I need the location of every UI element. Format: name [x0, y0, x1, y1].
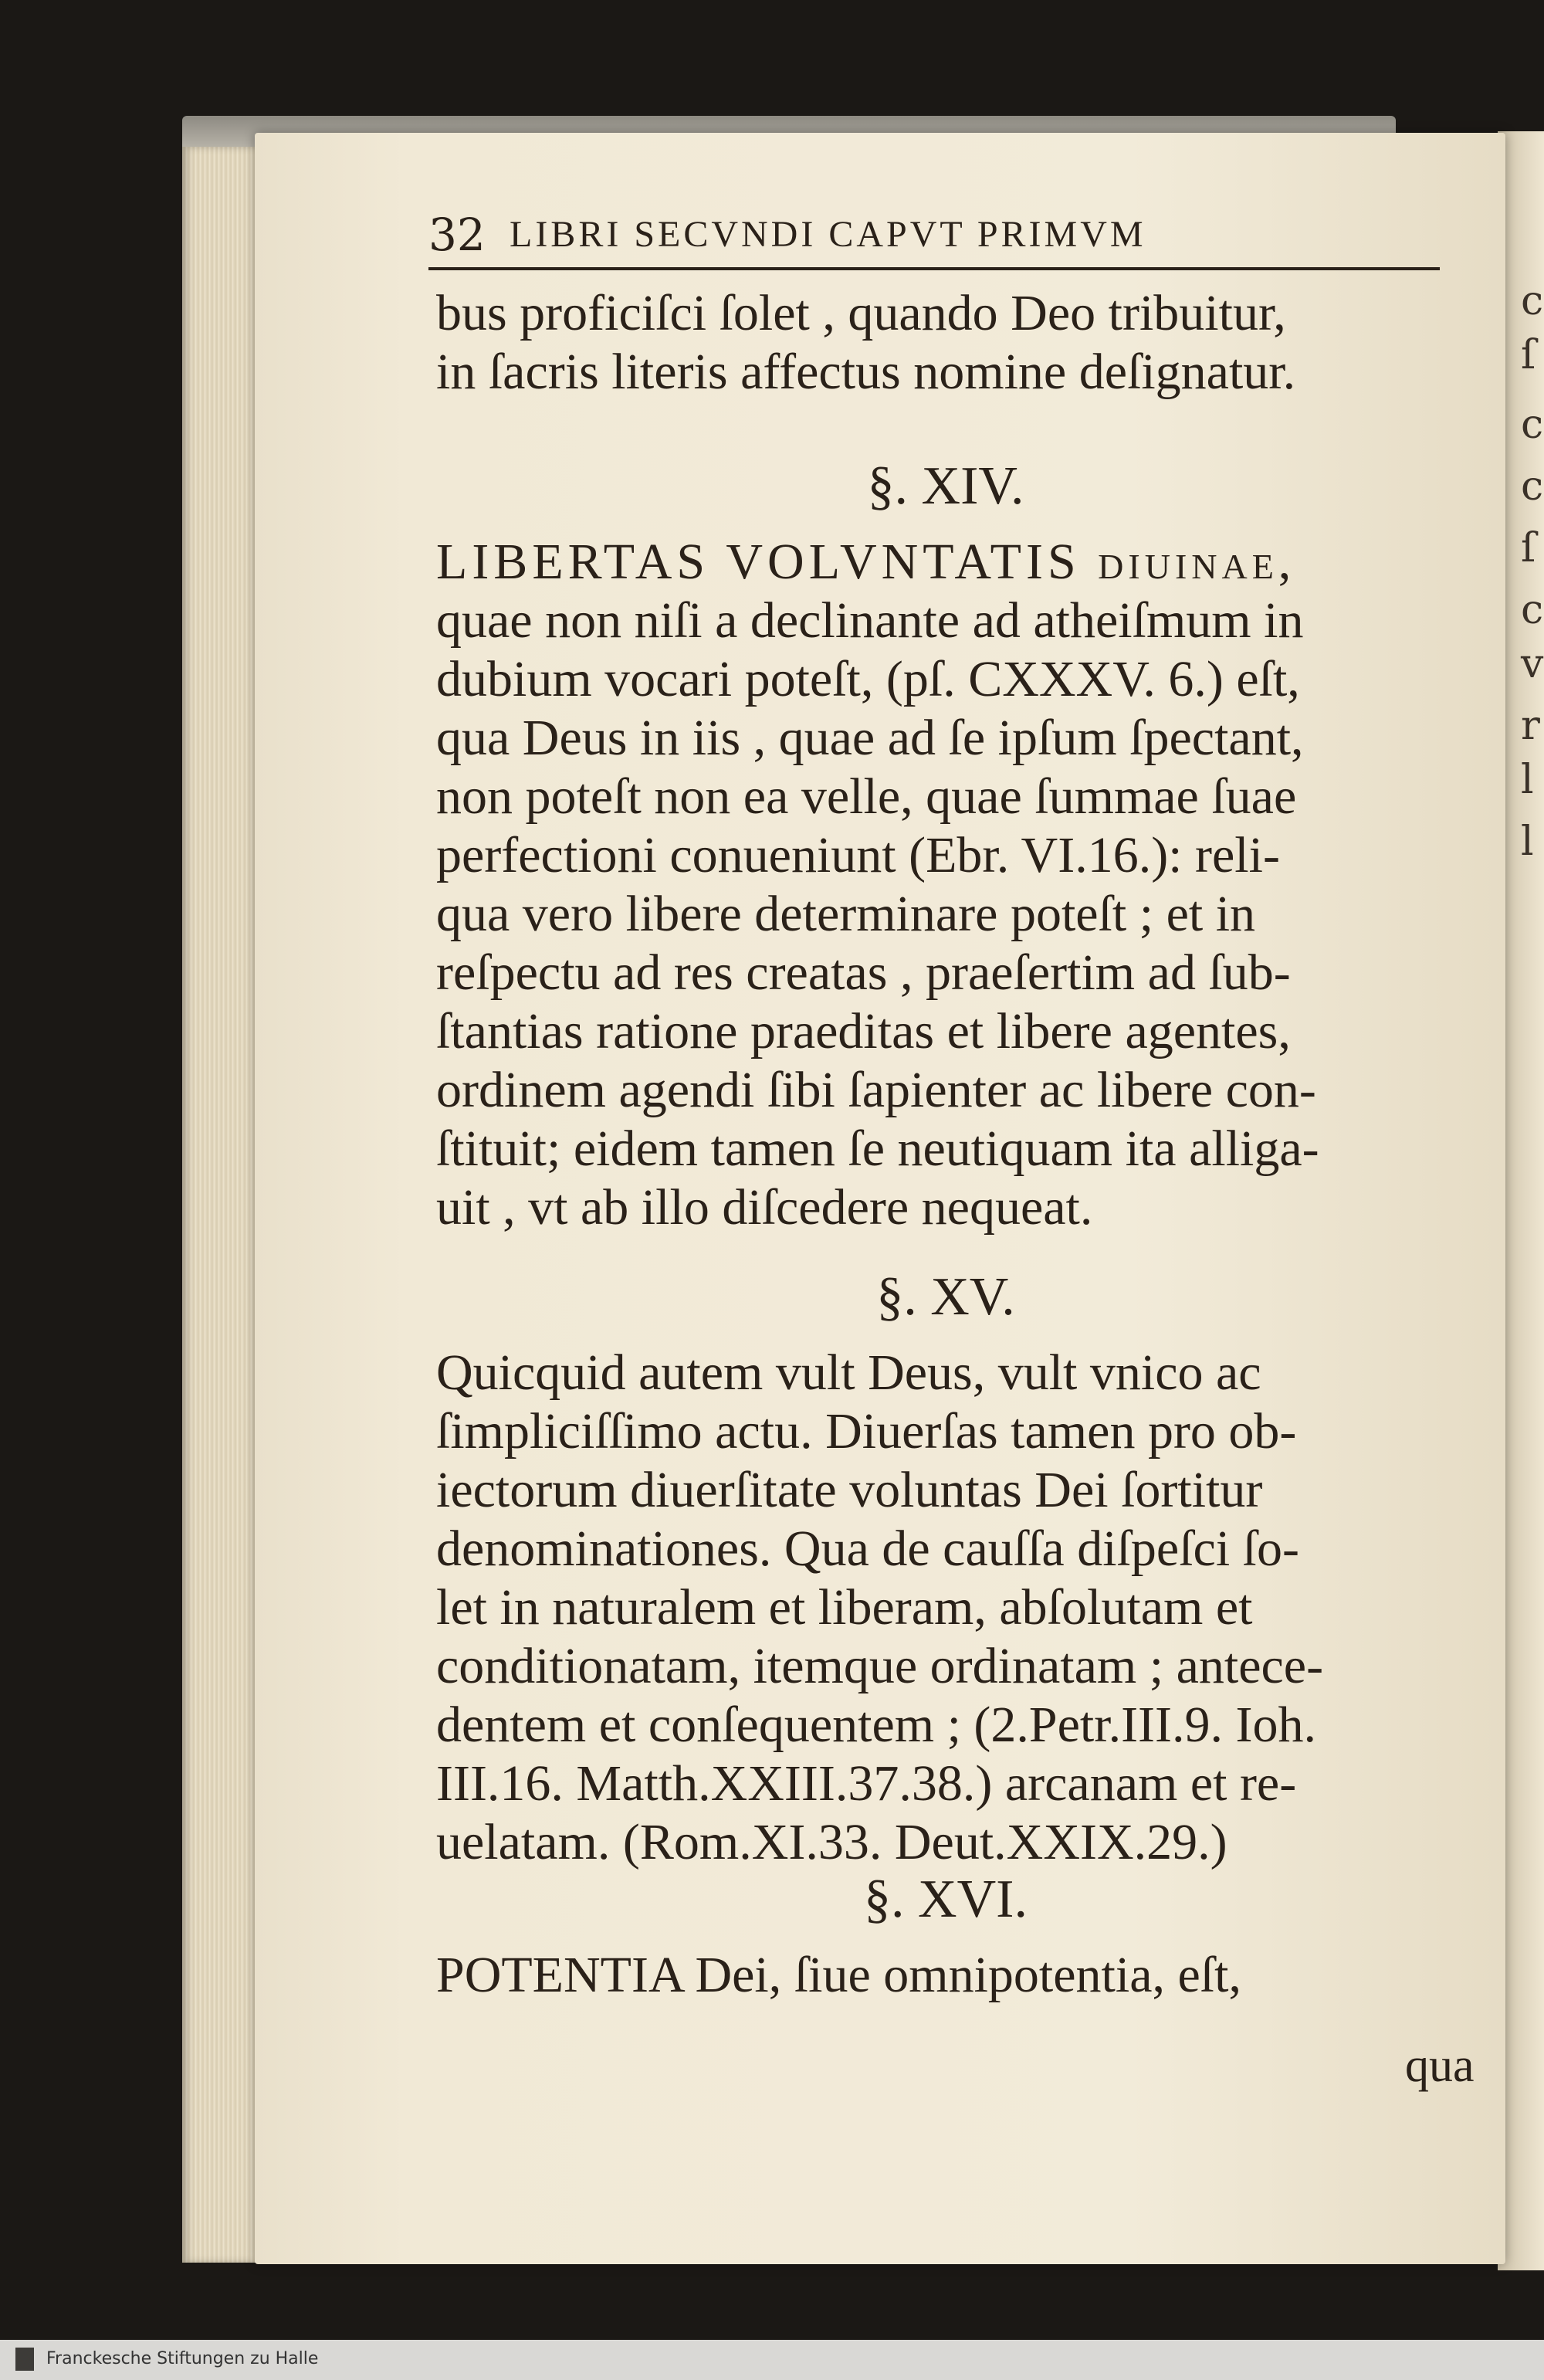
text-line: ſimpliciſſimo actu. Diuerſas tamen pro ob-	[436, 1403, 1297, 1460]
facing-page-letter: v	[1521, 641, 1544, 687]
text-line: ſtantias ratione praeditas et libere agentes,	[436, 1003, 1291, 1059]
text-line: dubium vocari poteſt, (pſ. CXXXV. 6.) eſt,	[436, 651, 1300, 707]
text-line: non poteſt non ea velle, quae ſummae ſuae	[436, 768, 1297, 825]
facing-page-letter: l	[1521, 757, 1534, 803]
running-head: LIBRI SECVNDI CAPVT PRIMVM	[510, 214, 1146, 255]
text-line: qua vero libere determinare poteſt ; et in	[436, 886, 1256, 942]
text-line: reſpectu ad res creatas , praeſertim ad ſub-	[436, 944, 1291, 1001]
text-line: perfectioni conueniunt (Ebr. VI.16.): reli-	[436, 827, 1280, 883]
footer-bar	[0, 2340, 1544, 2380]
section-14-paragraph	[436, 533, 1455, 1237]
facing-page-letter: c	[1521, 463, 1544, 510]
text-line: bus proficiſci ſolet , quando Deo tribuitur,	[436, 285, 1286, 341]
text-line: Quicquid autem vult Deus, vult vnico ac	[436, 1344, 1261, 1401]
text-line: in ſacris literis affectus nomine deſignatur.	[436, 344, 1296, 400]
page-number: 32	[428, 209, 486, 261]
text-line: quae non niſi a declinante ad atheiſmum in	[436, 592, 1304, 649]
library-logo-icon	[15, 2348, 34, 2371]
facing-page-letter: ſ	[1521, 525, 1536, 571]
footer-library-name: Franckesche Stiftungen zu Halle	[46, 2349, 319, 2368]
text-line: dentem et conſequentem ; (2.Petr.III.9. Ioh.	[436, 1697, 1316, 1753]
catchword: qua	[1405, 2039, 1475, 2092]
text-line: qua Deus in iis , quae ad ſe ipſum ſpectant,	[436, 710, 1304, 766]
page-header	[428, 198, 1448, 267]
section-16-paragraph	[436, 1946, 1455, 2005]
intro-paragraph	[436, 284, 1455, 402]
section-heading-15: §. XV.	[876, 1267, 1015, 1327]
text-line: ordinem agendi ſibi ſapienter ac libere con-	[436, 1062, 1316, 1118]
text-line: iectorum diuerſitate voluntas Dei ſortitur	[436, 1462, 1263, 1518]
section-heading-14: §. XIV.	[867, 456, 1024, 516]
facing-page-letter: c	[1521, 587, 1544, 633]
facing-page-letter: c	[1521, 402, 1544, 448]
facing-page-letter: r	[1521, 703, 1540, 749]
facing-page-letter: c	[1521, 278, 1544, 324]
text-line: let in naturalem et liberam, abſolutam et	[436, 1579, 1253, 1636]
facing-page-letter: ſ	[1521, 332, 1536, 378]
section-heading-16: §. XVI.	[864, 1870, 1028, 1929]
text-line: III.16. Matth.XXIII.37.38.) arcanam et re-	[436, 1755, 1297, 1812]
facing-page-letter: l	[1521, 819, 1534, 865]
text-line: LIBERTAS VOLVNTATIS diuinae,	[436, 534, 1296, 590]
section-15-paragraph	[436, 1344, 1455, 1872]
text-line: uelatam. (Rom.XI.33. Deut.XXIX.29.)	[436, 1814, 1227, 1870]
text-line: conditionatam, itemque ordinatam ; antece-	[436, 1638, 1324, 1694]
header-rule	[428, 267, 1440, 270]
text-line: ſtituit; eidem tamen ſe neutiquam ita alliga-	[436, 1120, 1319, 1177]
text-line: denominationes. Qua de cauſſa diſpeſci ſo-	[436, 1521, 1299, 1577]
text-line: uit , vt ab illo diſcedere nequeat.	[436, 1179, 1093, 1236]
text-line: POTENTIA Dei, ſiue omnipotentia, eſt,	[436, 1947, 1241, 2003]
